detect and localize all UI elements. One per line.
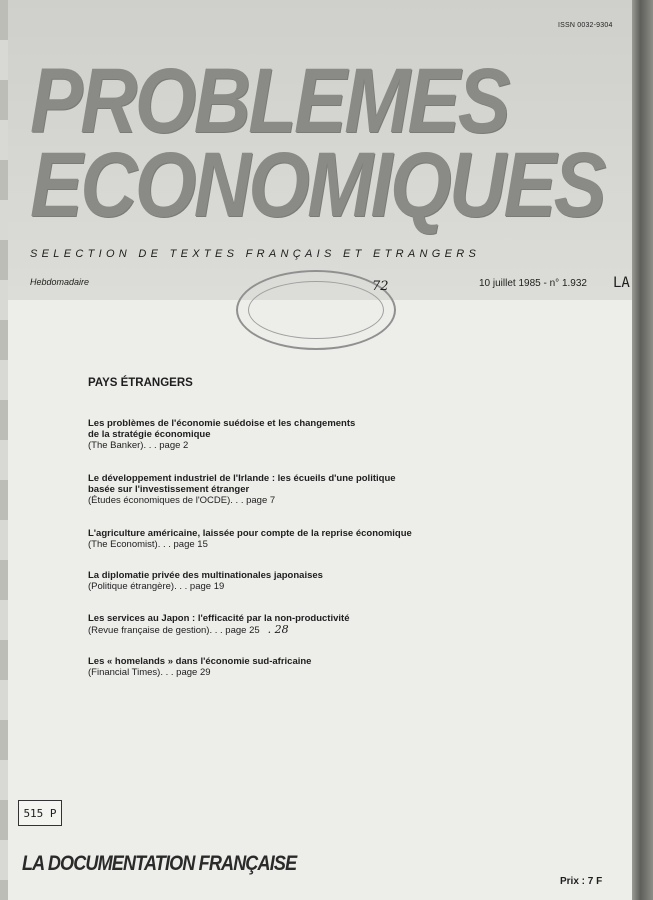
article-entry xyxy=(88,613,528,636)
article-entry xyxy=(88,656,528,678)
article-title-line: basée sur l'investissement étranger xyxy=(88,484,250,495)
article-page: . . . page 15 xyxy=(157,539,208,550)
handwritten-stamp-number: 72 xyxy=(372,279,389,294)
article-source: (Revue française de gestion) xyxy=(88,625,210,636)
article-entry xyxy=(88,473,528,506)
article-source: (Financial Times) xyxy=(88,667,161,678)
article-title-line: L'agriculture américaine, laissée pour compte de la reprise économique xyxy=(88,528,412,539)
magazine-title-line-1: PROBLEMES xyxy=(30,50,508,152)
article-entry xyxy=(88,418,528,451)
article-source-row xyxy=(88,624,528,636)
article-entry xyxy=(88,570,528,592)
binding-edge xyxy=(0,0,8,900)
article-source: (The Economist) xyxy=(88,539,158,550)
magazine-title-line-2: ECONOMIQUES xyxy=(30,134,604,236)
publisher-name: LA DOCUMENTATION FRANÇAISE xyxy=(22,852,297,875)
article-entry xyxy=(88,528,528,550)
article-page: . . . page 7 xyxy=(230,495,276,506)
article-page: . . . page 2 xyxy=(143,440,189,451)
article-title-line: Le développement industriel de l'Irlande : les écueils d'une politique xyxy=(88,473,396,484)
shelf-label: 515 P xyxy=(18,800,62,826)
article-page: . . . page 29 xyxy=(160,667,211,678)
article-source: (The Banker) xyxy=(88,440,144,451)
article-source-row xyxy=(88,581,528,592)
publication-frequency: Hebdomadaire xyxy=(30,277,90,287)
article-source-row xyxy=(88,667,528,678)
article-source-row xyxy=(88,495,528,506)
article-source-row xyxy=(88,539,528,550)
binder-spine xyxy=(632,0,653,900)
article-page: . . . page 19 xyxy=(174,581,225,592)
article-title-line: de la stratégie économique xyxy=(88,429,211,440)
issue-date-number: 10 juillet 1985 - n° 1.932 xyxy=(479,278,587,289)
article-source-row xyxy=(88,440,528,451)
article-title-line: Les « homelands » dans l'économie sud-africaine xyxy=(88,656,312,667)
magazine-subtitle: SELECTION DE TEXTES FRANÇAIS ET ETRANGERS xyxy=(30,248,481,260)
article-source: (Études économiques de l'OCDE) xyxy=(88,495,231,506)
handwritten-page-note: . 28 xyxy=(267,623,289,636)
issn-number: ISSN 0032-9304 xyxy=(558,22,613,29)
price-label: Prix : 7 F xyxy=(560,876,603,887)
article-title-line: Les problèmes de l'économie suédoise et les changements xyxy=(88,418,356,429)
article-source: (Politique étrangère) xyxy=(88,581,175,592)
article-page: . . . page 25 xyxy=(209,625,260,636)
article-title-line: La diplomatie privée des multinationales japonaises xyxy=(88,570,323,581)
article-title-line: Les services au Japon : l'efficacité par la non-productivité xyxy=(88,613,350,624)
section-heading: PAYS ÉTRANGERS xyxy=(88,377,193,389)
handwritten-corner-mark: LA xyxy=(613,275,630,291)
